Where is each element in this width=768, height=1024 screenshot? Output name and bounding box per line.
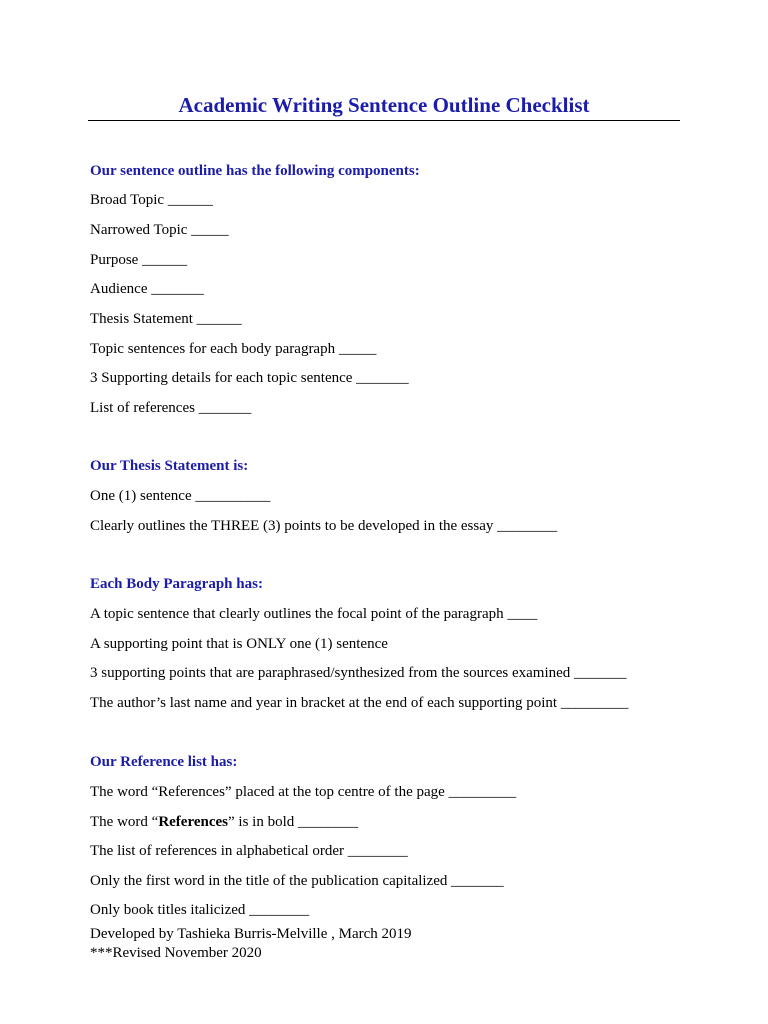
checklist-item: Narrowed Topic _____	[90, 222, 229, 238]
item-text-after: ” is in bold ________	[228, 814, 358, 830]
checklist-item: Only book titles italicized ________	[90, 902, 310, 918]
bold-word: References	[158, 814, 228, 830]
checklist-item: Broad Topic ______	[90, 192, 213, 208]
checklist-item: One (1) sentence __________	[90, 488, 271, 504]
checklist-item: 3 Supporting details for each topic sentence _______	[90, 370, 409, 386]
checklist-item: Only the first word in the title of the publication capitalized _______	[90, 873, 504, 889]
checklist-item: Audience _______	[90, 281, 204, 297]
footer-author: Developed by Tashieka Burris-Melville , March 2019	[90, 926, 412, 942]
checklist-item: List of references _______	[90, 400, 252, 416]
section-heading-components: Our sentence outline has the following components:	[90, 163, 420, 179]
item-text-before: The word “	[90, 814, 159, 830]
checklist-item: Topic sentences for each body paragraph _____	[90, 341, 377, 357]
footer-revised: ***Revised November 2020	[90, 945, 262, 961]
checklist-item: The author’s last name and year in bracket at the end of each supporting point _________	[90, 695, 629, 711]
checklist-item: Thesis Statement ______	[90, 311, 242, 327]
section-heading-reference-list: Our Reference list has:	[90, 754, 238, 770]
checklist-item: The list of references in alphabetical order ________	[90, 843, 408, 859]
checklist-item: 3 supporting points that are paraphrased/synthesized from the sources examined _______	[90, 665, 627, 681]
section-heading-thesis: Our Thesis Statement is:	[90, 458, 249, 474]
checklist-item: A supporting point that is ONLY one (1) sentence	[90, 636, 388, 652]
checklist-item-bold-references	[90, 813, 358, 831]
checklist-item: A topic sentence that clearly outlines the focal point of the paragraph ____	[90, 606, 538, 622]
checklist-item: The word “References” placed at the top centre of the page _________	[90, 784, 517, 800]
section-heading-body-paragraph: Each Body Paragraph has:	[90, 576, 263, 592]
checklist-item: Purpose ______	[90, 252, 188, 268]
checklist-item: Clearly outlines the THREE (3) points to be developed in the essay ________	[90, 518, 558, 534]
document-title: Academic Writing Sentence Outline Checklist	[178, 93, 590, 117]
title-underline	[88, 120, 680, 121]
